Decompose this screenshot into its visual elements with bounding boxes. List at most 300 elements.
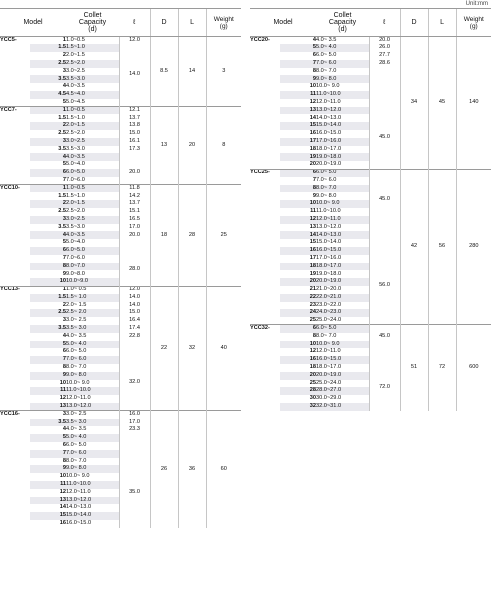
- model-name-blank: [0, 489, 30, 497]
- model-name-blank: [250, 68, 280, 76]
- length-value: 28.0: [119, 255, 150, 286]
- capacity-range: 1.0~0.5: [66, 37, 119, 45]
- collet-size: 11: [280, 91, 316, 99]
- model-name-blank: [0, 247, 30, 255]
- capacity-range: 13.0~12.0: [316, 223, 342, 230]
- model-name-blank: [0, 130, 30, 138]
- table-row: [250, 37, 491, 45]
- length-value: 22.8: [119, 333, 150, 341]
- model-name-blank: [0, 263, 30, 271]
- collet-size: 13: [30, 497, 66, 505]
- collet-size: 10: [30, 278, 66, 286]
- model-name-blank: [0, 302, 30, 310]
- capacity-range: 16.0~15.0: [316, 247, 369, 255]
- collet-size: 18: [309, 364, 317, 371]
- capacity-range: 2.5~2.0: [66, 60, 119, 68]
- model-name-blank: [250, 153, 280, 161]
- model-name-blank: [0, 161, 30, 169]
- length-value: 16.1: [119, 138, 150, 146]
- model-name: YCC20-: [250, 37, 280, 45]
- diameter-value: 42: [400, 169, 428, 325]
- collet-size: 13: [280, 107, 316, 115]
- collet-size: 6: [30, 247, 66, 255]
- model-name-blank: [250, 317, 280, 325]
- collet-size: 1.5: [58, 114, 67, 121]
- capacity-range: 13.0~12.0: [316, 107, 369, 115]
- model-name-blank: [250, 309, 280, 317]
- collet-size: 7: [312, 176, 317, 183]
- capacity-range: 7.0~ 6.0: [316, 60, 369, 68]
- collet-size: 7: [62, 176, 67, 183]
- header-model: Model: [250, 9, 316, 37]
- spec-table-right: [250, 8, 491, 411]
- model-name-blank: [250, 224, 280, 232]
- model-name-blank: [0, 68, 30, 76]
- model-name-blank: [0, 325, 30, 333]
- model-name-blank: [250, 200, 280, 208]
- model-name-blank: [250, 255, 280, 263]
- model-name: YCC7-: [0, 107, 30, 115]
- collet-size: 19: [280, 153, 316, 161]
- collet-size: 16: [280, 356, 316, 364]
- collet-size: 7: [30, 356, 66, 364]
- model-name-blank: [250, 60, 280, 68]
- capacity-range: 6.0~ 5.0: [316, 169, 369, 177]
- model-name-blank: [0, 426, 30, 434]
- length-value: 15.0: [119, 130, 150, 138]
- weight-value: 25: [206, 185, 241, 286]
- collet-size: 10: [280, 200, 316, 208]
- model-name-blank: [0, 419, 30, 427]
- model-name-blank: [0, 403, 30, 411]
- length-value: 27.7: [369, 52, 400, 60]
- length-value: 14.0: [119, 294, 150, 302]
- collet-size: 10: [59, 379, 67, 386]
- capacity-range: 2.0~1.5: [66, 200, 119, 208]
- diameter-value: 18: [150, 185, 178, 286]
- model-name-blank: [0, 348, 30, 356]
- model-name-blank: [0, 91, 30, 99]
- diameter-value: 26: [150, 411, 178, 528]
- model-name-blank: [0, 200, 30, 208]
- length-value: 20.0: [119, 231, 150, 239]
- weight-value: 8: [206, 107, 241, 185]
- capacity-range: 23.0~22.0: [316, 301, 342, 308]
- collet-size: 24: [280, 309, 316, 317]
- body-length-value: 14: [178, 37, 206, 107]
- collet-size: 4: [30, 153, 66, 161]
- collet-size: 4: [62, 332, 67, 339]
- model-name-blank: [250, 192, 280, 200]
- collet-size: 17: [280, 138, 316, 146]
- unit-label: Unit:mm: [465, 1, 488, 7]
- model-name-blank: [250, 44, 280, 52]
- header-capacity-line2: Capacity: [328, 19, 357, 26]
- model-name-blank: [0, 442, 30, 450]
- capacity-range: 22.0~21.0: [316, 294, 369, 302]
- capacity-range: 1.0~0.5: [66, 185, 119, 193]
- capacity-range: 2.0~ 1.5: [66, 301, 87, 308]
- capacity-range: 5.0~4.0: [66, 239, 85, 246]
- model-name-blank: [250, 161, 280, 169]
- collet-size: 4: [30, 231, 66, 239]
- collet-size: 8: [280, 185, 316, 193]
- length-value: 45.0: [369, 107, 400, 169]
- length-value: 16.0: [119, 411, 150, 419]
- model-name-blank: [0, 208, 30, 216]
- header-diameter: D: [400, 9, 428, 37]
- weight-value: 60: [206, 411, 241, 528]
- table-row: [0, 286, 241, 294]
- collet-size: 10: [59, 473, 67, 480]
- collet-size: 6: [62, 442, 67, 449]
- model-name: YCC16-: [0, 411, 30, 419]
- capacity-range: 5.0~ 4.0: [66, 434, 119, 442]
- header-model: Model: [0, 9, 66, 37]
- collet-size: 3.5: [58, 145, 67, 152]
- model-name-blank: [0, 270, 30, 278]
- model-name-blank: [250, 99, 280, 107]
- model-name-blank: [250, 247, 280, 255]
- collet-size: 3: [30, 411, 66, 419]
- collet-size: 3: [30, 138, 66, 146]
- capacity-range: 10.0~ 9.0: [66, 473, 90, 480]
- collet-size: 21: [309, 286, 317, 293]
- length-value: 32.0: [119, 356, 150, 411]
- collet-size: 2.5: [58, 208, 67, 215]
- length-value: 14.0: [119, 302, 150, 310]
- capacity-range: 12.0~11.0: [316, 216, 369, 224]
- collet-size: 14: [309, 114, 317, 121]
- length-value: 14.2: [119, 192, 150, 200]
- collet-size: 16: [280, 247, 316, 255]
- collet-size: 8: [312, 332, 317, 339]
- model-name-blank: [250, 395, 280, 403]
- collet-size: 3: [62, 67, 67, 74]
- collet-size: 7: [62, 254, 67, 261]
- model-name-blank: [0, 473, 30, 481]
- collet-size: 3.5: [30, 419, 66, 427]
- length-value: [119, 153, 150, 161]
- capacity-range: 2.5~2.0: [66, 208, 85, 215]
- capacity-range: 8.0~ 7.0: [316, 67, 337, 74]
- header-length-small: ℓ: [369, 9, 400, 37]
- capacity-range: 20.0~19.0: [316, 278, 369, 286]
- capacity-range: 5.0~ 4.0: [316, 44, 369, 52]
- collet-size: 9: [30, 372, 66, 380]
- capacity-range: 25.0~24.0: [316, 379, 342, 386]
- model-name: YCC10-: [0, 185, 30, 193]
- body-length-value: 56: [428, 169, 456, 325]
- capacity-range: 6.0~ 5.0: [66, 348, 87, 355]
- collet-size: 2.5: [30, 60, 66, 68]
- collet-size: 8: [312, 67, 317, 74]
- collet-size: 12: [59, 395, 67, 402]
- header-length: L: [178, 9, 206, 37]
- diameter-value: 13: [150, 107, 178, 185]
- model-name-blank: [0, 52, 30, 60]
- capacity-range: 6.0~ 5.0: [66, 442, 87, 449]
- capacity-range: 3.5~3.0: [66, 145, 85, 152]
- model-name-blank: [0, 512, 30, 520]
- model-name-blank: [0, 192, 30, 200]
- header-capacity-line3: (d): [88, 26, 97, 33]
- collet-size: 12: [309, 98, 317, 105]
- collet-size: 6: [312, 52, 317, 59]
- length-value: 15.1: [119, 208, 150, 216]
- header-row: [0, 9, 241, 37]
- diameter-value: 8.5: [150, 37, 178, 107]
- capacity-range: 9.0~ 8.0: [316, 192, 337, 199]
- collet-size: 15: [280, 122, 316, 130]
- header-capacity-line1: Collet: [333, 12, 352, 19]
- model-name-blank: [0, 99, 30, 107]
- collet-size: 7: [280, 60, 316, 68]
- model-name-blank: [250, 231, 280, 239]
- model-name-blank: [0, 255, 30, 263]
- model-name-blank: [250, 146, 280, 154]
- collet-size: 5: [62, 239, 67, 246]
- capacity-range: 13.0~12.0: [66, 403, 119, 411]
- model-name-blank: [0, 450, 30, 458]
- capacity-range: 4.0~ 3.5: [66, 426, 87, 433]
- collet-size: 2.5: [30, 309, 66, 317]
- model-name-blank: [250, 91, 280, 99]
- capacity-range: 2.0~1.5: [66, 122, 119, 130]
- collet-size: 11: [310, 208, 317, 215]
- header-capacity: [316, 9, 369, 37]
- collet-size: 12: [59, 488, 67, 495]
- model-name-blank: [0, 216, 30, 224]
- capacity-range: 8.0~ 7.0: [66, 457, 87, 464]
- capacity-range: 3.0~2.5: [66, 138, 119, 146]
- collet-size: 5: [62, 161, 67, 168]
- capacity-range: 7.0~6.0: [66, 254, 85, 261]
- model-name-blank: [250, 364, 280, 372]
- length-value: 72.0: [369, 364, 400, 411]
- weight-value: 3: [206, 37, 241, 107]
- model-name-blank: [250, 83, 280, 91]
- collet-size: 30: [309, 395, 317, 402]
- collet-size: 3.5: [30, 325, 66, 333]
- collet-size: 18: [280, 263, 316, 271]
- model-name-blank: [0, 75, 30, 83]
- collet-size: 9: [62, 270, 67, 277]
- header-weight-line2: (g): [469, 22, 478, 30]
- capacity-range: 16.0~15.0: [316, 356, 369, 364]
- table-row: [250, 169, 491, 177]
- capacity-range: 11.0~10.0: [66, 387, 119, 395]
- model-name-blank: [250, 114, 280, 122]
- weight-value: 140: [456, 37, 491, 170]
- collet-size: 4.5: [30, 91, 66, 99]
- capacity-range: 10.0~9.0: [66, 278, 119, 286]
- model-name: YCC32-: [250, 325, 280, 333]
- model-name-blank: [250, 380, 280, 388]
- capacity-range: 4.5~4.0: [66, 91, 119, 99]
- model-name-blank: [250, 294, 280, 302]
- header-length-small: ℓ: [119, 9, 150, 37]
- length-value: 17.3: [119, 146, 150, 154]
- model-name-blank: [250, 122, 280, 130]
- capacity-range: 7.0~ 6.0: [316, 176, 337, 183]
- collet-size: 23: [309, 301, 317, 308]
- capacity-range: 19.0~18.0: [316, 270, 342, 277]
- collet-size: 12: [280, 216, 316, 224]
- collet-size: 19: [309, 270, 317, 277]
- capacity-range: 16.0~15.0: [316, 130, 342, 137]
- collet-size: 9: [280, 75, 316, 83]
- length-value: 12.1: [119, 107, 150, 115]
- diameter-value: 34: [400, 37, 428, 170]
- capacity-range: 11.0~10.0: [316, 208, 341, 215]
- model-name-blank: [250, 185, 280, 193]
- collet-size: 11: [30, 481, 66, 489]
- model-name-blank: [0, 333, 30, 341]
- capacity-range: 3.0~ 2.5: [66, 317, 87, 324]
- diameter-value: 51: [400, 325, 428, 411]
- capacity-range: 3.0~2.5: [66, 216, 119, 224]
- length-value: 16.4: [119, 317, 150, 325]
- collet-size: 2: [62, 52, 67, 59]
- model-name-blank: [250, 356, 280, 364]
- capacity-range: 11.0~10.0: [66, 481, 119, 489]
- model-name-blank: [250, 348, 280, 356]
- collet-size: 5: [30, 341, 66, 349]
- capacity-range: 3.0~2.5: [66, 67, 85, 74]
- capacity-range: 8.0~7.0: [66, 263, 119, 271]
- model-name-blank: [0, 317, 30, 325]
- model-name-blank: [0, 356, 30, 364]
- collet-size: 1: [30, 286, 66, 294]
- collet-size: 5: [280, 44, 316, 52]
- capacity-range: 10.0~ 9.0: [316, 83, 340, 90]
- header-weight: [206, 9, 241, 37]
- collet-size: 3: [62, 317, 67, 324]
- model-name-blank: [250, 270, 280, 278]
- length-value: 12.0: [119, 37, 150, 45]
- capacity-range: 14.0~13.0: [316, 114, 342, 121]
- capacity-range: 1.5~1.0: [66, 114, 85, 121]
- capacity-range: 9.0~8.0: [66, 270, 85, 277]
- length-value: 20.0: [369, 37, 400, 45]
- model-name-blank: [0, 60, 30, 68]
- collet-size: 25: [309, 317, 317, 324]
- collet-size: 20: [309, 161, 317, 168]
- collet-size: 11: [30, 387, 66, 395]
- capacity-range: 2.5~2.0: [66, 130, 85, 137]
- capacity-range: 8.0~ 7.0: [316, 332, 337, 339]
- capacity-range: 10.0~ 9.0: [316, 200, 369, 208]
- weight-value: 40: [206, 286, 241, 411]
- model-name-blank: [250, 239, 280, 247]
- capacity-range: 24.0~23.0: [316, 309, 369, 317]
- model-name-blank: [0, 224, 30, 232]
- collet-size: 8: [62, 364, 67, 371]
- model-name-blank: [250, 263, 280, 271]
- collet-size: 2: [30, 200, 66, 208]
- model-name-blank: [0, 497, 30, 505]
- collet-size: 13: [30, 403, 66, 411]
- model-name-blank: [0, 504, 30, 512]
- collet-size: 2.5: [58, 130, 67, 137]
- collet-size: 9: [30, 465, 66, 473]
- collet-size: 9: [312, 192, 317, 199]
- length-value: 16.5: [119, 216, 150, 224]
- capacity-range: 6.0~ 5.0: [316, 52, 337, 59]
- model-name-blank: [250, 130, 280, 138]
- length-value: 13.7: [119, 114, 150, 122]
- collet-size: 6: [62, 348, 67, 355]
- collet-size: 12: [309, 348, 317, 355]
- model-name-blank: [0, 44, 30, 52]
- collet-size: 22: [280, 294, 316, 302]
- model-name-blank: [0, 177, 30, 185]
- header-weight-line1: Weight: [463, 15, 484, 23]
- capacity-range: 5.0~4.5: [66, 98, 85, 105]
- capacity-range: 19.0~18.0: [316, 153, 369, 161]
- model-name-blank: [0, 465, 30, 473]
- capacity-range: 3.5~ 3.0: [66, 419, 119, 427]
- model-name-blank: [250, 286, 280, 294]
- model-name-blank: [250, 403, 280, 411]
- capacity-range: 6.0~5.0: [66, 247, 119, 255]
- collet-size: 1: [30, 107, 66, 115]
- collet-size: 4: [62, 83, 67, 90]
- length-value: [369, 216, 400, 247]
- collet-size: 28: [280, 387, 316, 395]
- collet-size: 5: [62, 98, 67, 105]
- capacity-range: 1.0~ 0.5: [66, 286, 119, 294]
- model-name-blank: [0, 481, 30, 489]
- capacity-range: 16.0~15.0: [66, 520, 92, 526]
- capacity-range: 3.0~ 2.5: [66, 411, 119, 419]
- model-name-blank: [250, 107, 280, 115]
- capacity-range: 7.0~ 6.0: [66, 356, 119, 364]
- capacity-range: 18.0~17.0: [316, 364, 342, 371]
- collet-spec-tables: [0, 8, 491, 616]
- capacity-range: 1.0~0.5: [66, 107, 119, 115]
- capacity-range: 12.0~11.0: [316, 98, 341, 105]
- capacity-range: 7.0~ 6.0: [66, 450, 119, 458]
- diameter-value: 22: [150, 286, 178, 411]
- model-name-blank: [0, 231, 30, 239]
- model-name-blank: [0, 458, 30, 466]
- header-weight-line2: (g): [219, 22, 228, 30]
- length-value: 26.0: [369, 44, 400, 52]
- capacity-range: 2.5~ 2.0: [66, 309, 119, 317]
- collet-size: 15: [309, 239, 317, 246]
- table-row: [0, 185, 241, 193]
- model-name-blank: [0, 380, 30, 388]
- model-name-blank: [0, 83, 30, 91]
- capacity-range: 18.0~17.0: [316, 145, 342, 152]
- length-value: 14.0: [119, 44, 150, 106]
- model-name-blank: [0, 395, 30, 403]
- header-weight: [456, 9, 491, 37]
- length-value: 17.0: [119, 224, 150, 232]
- capacity-range: 12.0~11.0: [66, 395, 91, 402]
- body-length-value: 28: [178, 185, 206, 286]
- body-length-value: 45: [428, 37, 456, 170]
- collet-size: 1.5: [30, 44, 66, 52]
- capacity-range: 1.5~1.0: [66, 192, 85, 199]
- capacity-range: 4.0~3.5: [66, 153, 119, 161]
- collet-size: 16: [59, 520, 67, 526]
- model-name-blank: [0, 278, 30, 286]
- capacity-range: 5.0~ 4.0: [66, 341, 119, 349]
- capacity-range: 15.0~14.0: [316, 122, 369, 130]
